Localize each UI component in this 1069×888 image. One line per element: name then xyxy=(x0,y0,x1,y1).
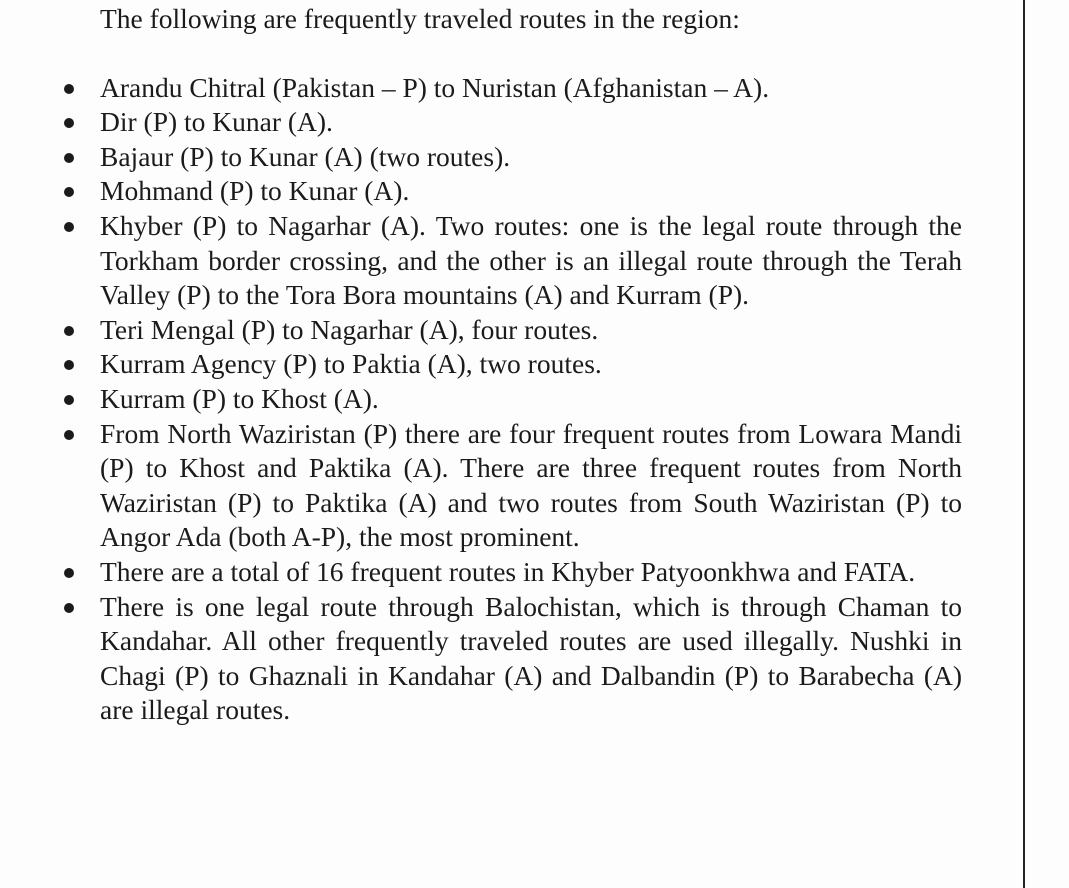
list-item xyxy=(62,209,962,313)
list-item xyxy=(62,140,962,175)
route-text: Kurram (P) to Khost (A). xyxy=(100,382,379,414)
route-text: Kurram Agency (P) to Paktia (A), two routes. xyxy=(100,348,602,380)
list-item xyxy=(62,347,962,382)
bullet-icon xyxy=(64,360,74,370)
route-text: Khyber (P) to Nagarhar (A). Two routes: one is the legal route through the Torkham border crossing, and the other is an illegal route through the Terah Valley (P) to the Tora Bora mountains (A) and Kurram (P). xyxy=(100,209,962,311)
bullet-icon xyxy=(64,118,74,128)
bullet-icon xyxy=(64,568,74,578)
list-item xyxy=(62,313,962,348)
bullet-icon xyxy=(64,326,74,336)
route-text: From North Waziristan (P) there are four frequent routes from Lowara Mandi (P) to Khost and Paktika (A). There are three frequent routes from North Waziristan (P) to Paktika (A) and two routes from South Waziristan (P) to Angor Ada (both A-P), the most prominent. xyxy=(100,417,962,553)
list-item xyxy=(62,555,962,590)
bullet-icon xyxy=(64,187,74,197)
page-right-border xyxy=(1023,0,1025,888)
list-item xyxy=(62,105,962,140)
route-text: There is one legal route through Balochistan, which is through Chaman to Kandahar. All other frequently traveled routes are used illegally. Nushki in Chagi (P) to Ghaznali in Kandahar (A) and Dalbandin (P) to Barabecha (A) are illegal routes. xyxy=(100,590,962,726)
list-item xyxy=(62,590,962,728)
routes-list xyxy=(62,71,962,728)
bullet-icon xyxy=(64,84,74,94)
route-text: Mohmand (P) to Kunar (A). xyxy=(100,175,410,207)
route-text: There are a total of 16 frequent routes in Khyber Patyoonkhwa and FATA. xyxy=(100,555,916,587)
list-item xyxy=(62,382,962,417)
route-text: Teri Mengal (P) to Nagarhar (A), four routes. xyxy=(100,313,599,345)
bullet-icon xyxy=(64,430,74,440)
list-item xyxy=(62,417,962,555)
bullet-icon xyxy=(64,395,74,405)
bullet-icon xyxy=(64,153,74,163)
document-body xyxy=(62,0,962,728)
list-item xyxy=(62,174,962,209)
intro-paragraph: The following are frequently traveled routes in the region: xyxy=(100,3,740,34)
route-text: Dir (P) to Kunar (A). xyxy=(100,106,333,138)
route-text: Arandu Chitral (Pakistan – P) to Nuristan (Afghanistan – A). xyxy=(100,71,770,103)
bullet-icon xyxy=(64,222,74,232)
list-item xyxy=(62,71,962,106)
route-text: Bajaur (P) to Kunar (A) (two routes). xyxy=(100,140,511,172)
bullet-icon xyxy=(64,603,74,613)
